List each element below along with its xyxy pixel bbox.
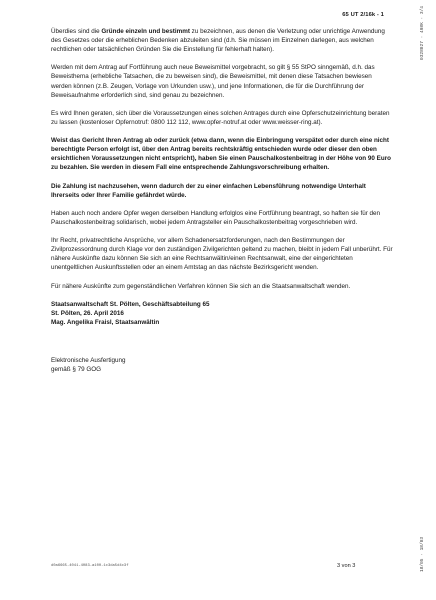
paragraph-text: Es wird Ihnen geraten, sich über die Voraussetzungen eines solchen Antrages durch eine Opferschutzeinrichtung beraten zu lassen (kostenloser Opfernotruf: 0800 112 112, www.opfer-notruf.at oder www.weisser-ring.at). (51, 109, 390, 126)
paragraph-text: Für nähere Auskünfte zum gegenständlichen Verfahren können Sie sich an die Staatsanwaltschaft wenden. (51, 282, 351, 290)
page-number: 3 von 3 (337, 563, 356, 569)
paragraph-text-bold: Gründe einzeln und bestimmt (101, 28, 190, 35)
paragraph-text: Haben auch noch andere Opfer wegen derselben Handlung erfolglos eine Fortführung beantragt, so haften sie für den Pauschalkostenbeitrag solidarisch, wobei jedem Antragsteller ein Pauschalkostenbeitrag vorgeschrieben wird. (51, 209, 381, 226)
paragraph (51, 63, 393, 99)
paragraph-text: zu bezeichnen, aus denen die Verletzung oder unrichtige Anwendung des Gesetzes oder die erheblichen Bedenken abzuleiten sind (d.h. Sie müssen im Einzelnen darlegen, aus welchen rechtlichen oder tatsächlichen Gründen Sie die Einstellung für fehlerhaft halten). (51, 28, 385, 54)
signature-place-date: St. Pölten, 26. April 2016 (51, 309, 124, 317)
paragraph-text: Werden mit dem Antrag auf Fortführung auch neue Beweismittel vorgebracht, so gilt § 55 StPO sinngemäß, d.h. das Beweisthema (erhebliche Tatsachen, die zu beweisen sind), die Beweismittel, mit denen diese Tatsachen bewiesen werden können (z.B. Zeugen, Vorlage von Urkunden usw.), und jene Informationen, die für die Durchführung der Beweisaufnahme erforderlich sind, sind genau zu bezeichnen. (51, 64, 375, 99)
margin-stamp-top: 0328027 · 498K · 3/4 (420, 5, 425, 60)
paragraph (51, 182, 393, 200)
document-id-code: d0a6665-4041-4083-a100-1c3da5d4c3f (51, 564, 129, 568)
document-body (51, 27, 393, 374)
paragraph-text: Überdies sind die (51, 28, 102, 35)
paragraph (51, 109, 393, 127)
paragraph-text-bold: Die Zahlung ist nachzusehen, wenn dadurch der zu einer einfachen Lebensführung notwendige Unterhalt Ihrerseits oder Ihrer Familie gefährdet würde. (51, 182, 366, 199)
signature-block (51, 300, 393, 327)
paragraph (51, 136, 393, 172)
paragraph-list (51, 27, 393, 291)
paragraph (51, 236, 393, 272)
paragraph (51, 209, 393, 227)
case-reference: 65 UT 2/16k - 1 (342, 12, 384, 18)
signature-authority: Staatsanwaltschaft St. Pölten, Geschäftsabteilung 65 (51, 300, 210, 308)
electronic-copy-law: gemäß § 79 GOG (51, 366, 102, 374)
margin-stamp-bottom: 18/05 · 18/03 (420, 536, 425, 572)
paragraph (51, 27, 393, 54)
paragraph-text-bold: Weist das Gericht Ihren Antrag ab oder zurück (etwa dann, wenn die Einbringung verspätet oder durch eine nicht berechtigte Person erfolgt ist, über den Antrag bereits rechtskräftig entschieden wurde oder dieser den oben ersichtlichen Voraussetzungen nicht entspricht), haben Sie einen Pauschalkostenbeitrag in der Höhe von 90 Euro zu bezahlen. Sie werden in diesem Fall eine entsprechende Zahlungsvorschreibung erhalten. (51, 137, 391, 172)
paragraph (51, 282, 393, 291)
electronic-copy-label: Elektronische Ausfertigung (51, 357, 126, 365)
signature-name: Mag. Angelika Fraisl, Staatsanwältin (51, 319, 160, 326)
paragraph-text: Ihr Recht, privatrechtliche Ansprüche, vor allem Schadenersatzforderungen, nach den Bestimmungen der Zivilprozessordnung durch Klage vor den zuständigen Zivilgerichten geltend zu machen, bleibt in jedem Fall unberührt. Für nähere Auskünfte dazu können Sie sich an eine Rechtsanwältin/einen Rechtsanwalt, eine der eingerichteten unentgeltlichen Auskunftsstellen oder an einem Amtstag an das nächste Bezirksgericht wenden. (51, 237, 393, 272)
electronic-copy-note (51, 356, 393, 374)
